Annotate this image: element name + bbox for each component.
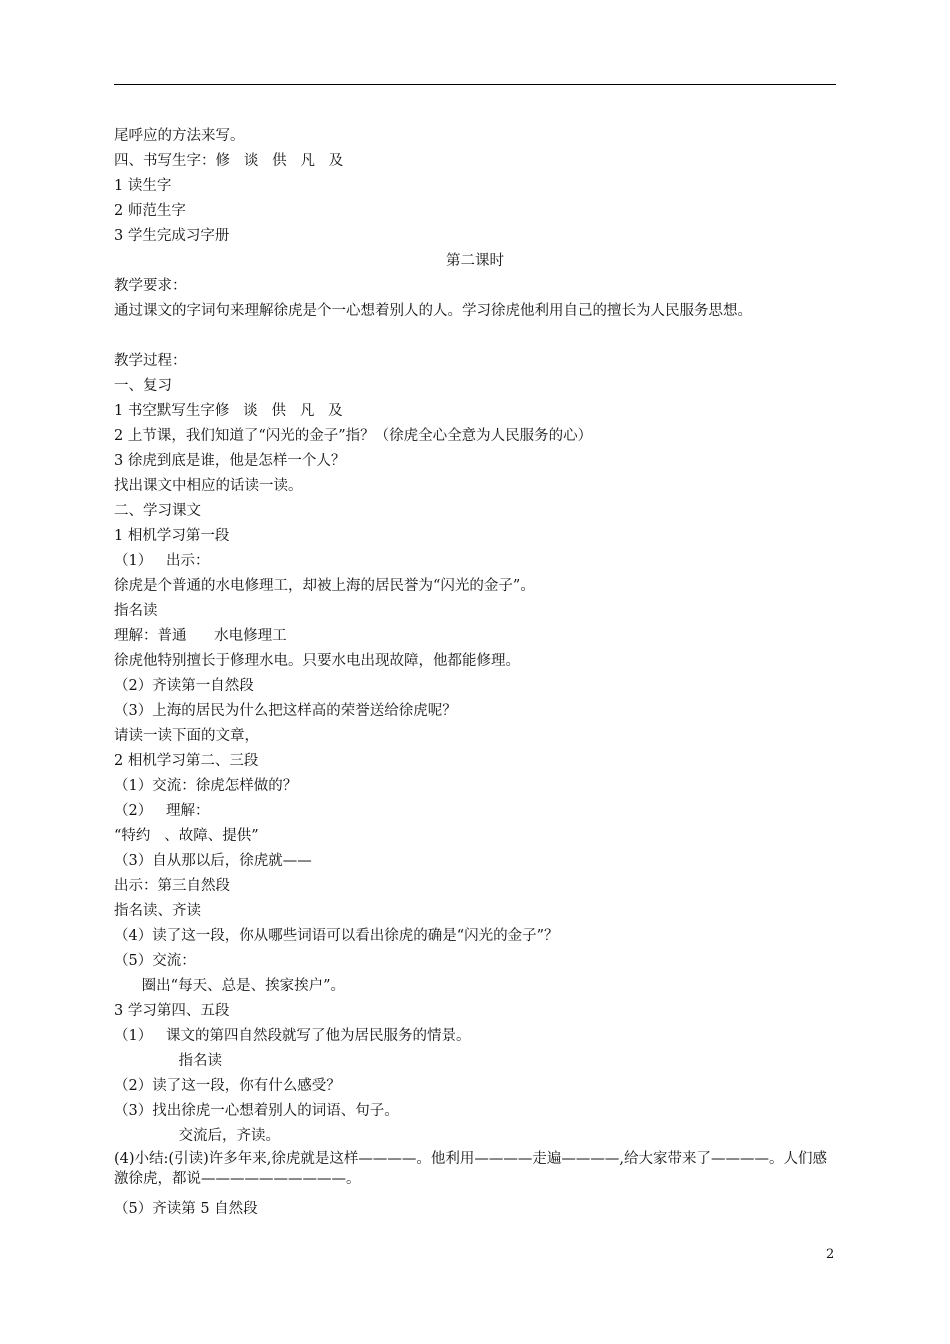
text-line: 3 学习第四、五段 [114, 1003, 230, 1019]
text-line: （3）上海的居民为什么把这样高的荣誉送给徐虎呢？ [114, 703, 457, 719]
text-line: 出示：第三自然段 [114, 878, 230, 894]
text-line: 2 相机学习第二、三段 [114, 753, 259, 769]
text-line: 一、复习 [114, 378, 172, 394]
text-line: 理解：普通 水电修理工 [114, 628, 287, 644]
text-line: “特约 、故障、提供” [114, 828, 259, 844]
text-line: 通过课文的字词句来理解徐虎是个一心想着别人的人。学习徐虎他利用自己的擅长为人民服务思想。 [114, 303, 752, 319]
text-line: 2 师范生字 [114, 203, 186, 219]
text-line: 徐虎他特别擅长于修理水电。只要水电出现故障，他都能修理。 [114, 653, 520, 669]
text-line: 徐虎是个普通的水电修理工，却被上海的居民誉为“闪光的金子”。 [114, 578, 535, 594]
text-line: 1 书空默写生字修 谈 供 凡 及 [114, 403, 343, 419]
text-line: 教学过程： [114, 353, 187, 369]
text-line: （5）齐读第 5 自然段 [114, 1201, 258, 1217]
header-rule [114, 84, 836, 85]
text-line: 圈出“每天、总是、挨家挨户”。 [114, 978, 345, 994]
summary-paragraph: (4)小结:(引读)许多年来,徐虎就是这样————。他利用————走遍————,给大家带来了————。人们感激徐虎，都说——————————。 [114, 1151, 827, 1187]
text-line: 3 徐虎到底是谁，他是怎样一个人？ [114, 453, 346, 469]
page-number: 2 [826, 1247, 835, 1262]
text-line: （2）读了这一段，你有什么感受？ [114, 1078, 341, 1094]
text-line: 2 上节课，我们知道了“闪光的金子”指？（徐虎全心全意为人民服务的心） [114, 428, 593, 444]
text-line: （3）找出徐虎一心想着别人的词语、句子。 [114, 1103, 399, 1119]
text-line: （3）自从那以后，徐虎就—— [114, 853, 312, 869]
text-line: 指名读 [114, 1053, 223, 1069]
text-line: 教学要求： [114, 278, 187, 294]
text-line: 二、学习课文 [114, 503, 201, 519]
text-line: 指名读 [114, 603, 158, 619]
text-line: （1）交流：徐虎怎样做的？ [114, 778, 298, 794]
text-line: （2） 理解： [114, 803, 210, 819]
text-line: （5）交流： [114, 953, 196, 969]
text-line: （1） 课文的第四自然段就写了他为居民服务的情景。 [114, 1028, 471, 1044]
text-line: 尾呼应的方法来写。 [114, 128, 245, 144]
text-line: 1 读生字 [114, 178, 172, 194]
text-line: （2）齐读第一自然段 [114, 678, 254, 694]
text-line: 指名读、齐读 [114, 903, 201, 919]
text-line: 找出课文中相应的话读一读。 [114, 478, 303, 494]
text-line: 请读一读下面的文章， [114, 728, 259, 744]
section-title: 第二课时 [446, 253, 504, 269]
text-line: 1 相机学习第一段 [114, 528, 230, 544]
text-line: （1） 出示： [114, 553, 210, 569]
text-line: （4）读了这一段，你从哪些词语可以看出徐虎的确是“闪光的金子”？ [114, 928, 559, 944]
text-line: 交流后，齐读。 [114, 1128, 281, 1144]
text-line: 3 学生完成习字册 [114, 228, 230, 244]
text-line: 四、书写生字：修 谈 供 凡 及 [114, 153, 344, 169]
